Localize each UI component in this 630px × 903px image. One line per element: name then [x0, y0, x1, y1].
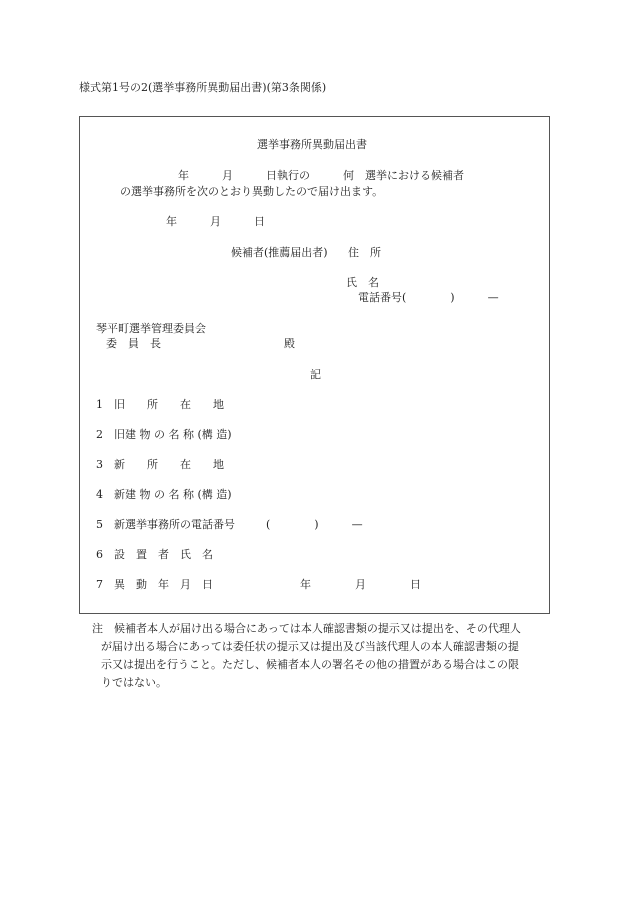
note-line-3: 示又は提出を行うこと。ただし、候補者本人の署名その他の措置がある場合はこの限 — [101, 658, 519, 671]
note-line-1: 候補者本人が届け出る場合にあっては本人確認書類の提示又は提出を、その代理人 — [114, 622, 521, 635]
address-label: 住 所 — [348, 246, 381, 259]
note-label: 注 — [92, 622, 103, 635]
item-number: 7 — [96, 578, 103, 591]
item-number: 6 — [96, 548, 103, 561]
item-label: 設 置 者 氏 名 — [114, 548, 213, 561]
item-number: 3 — [96, 458, 103, 471]
item-value-phone: ( ) — — [266, 518, 363, 531]
item-label: 新建 物 の 名 称 (構 造) — [114, 488, 232, 501]
submission-date: 年 月 日 — [166, 215, 265, 228]
item-number: 2 — [96, 428, 103, 441]
item-label: 旧 所 在 地 — [114, 398, 224, 411]
note-line-4: りではない。 — [101, 676, 167, 689]
page-header: 様式第1号の2(選挙事務所異動届出書)(第3条関係) — [79, 81, 327, 94]
honorific: 殿 — [284, 337, 295, 350]
applicant-role: 候補者(推薦届出者) — [231, 246, 328, 259]
item-label: 新選挙事務所の電話番号 — [114, 518, 235, 531]
recipient-org: 琴平町選挙管理委員会 — [96, 322, 206, 335]
intro-line-2: の選挙事務所を次のとおり異動したので届け出ます。 — [120, 185, 384, 198]
form-title: 選挙事務所異動届出書 — [257, 138, 367, 151]
recipient-title: 委 員 長 — [106, 337, 161, 350]
item-number: 4 — [96, 488, 103, 501]
item-label: 新 所 在 地 — [114, 458, 224, 471]
phone-label: 電話番号( ) — — [358, 291, 499, 304]
name-label: 氏 名 — [346, 276, 379, 289]
ki-marker: 記 — [310, 368, 321, 381]
note-line-2: が届け出る場合にあっては委任状の提示又は提出及び当該代理人の本人確認書類の提 — [101, 640, 519, 653]
item-number: 5 — [96, 518, 103, 531]
item-label: 旧建 物 の 名 称 (構 造) — [114, 428, 232, 441]
item-number: 1 — [96, 398, 103, 411]
item-value-date: 年 月 日 — [300, 578, 421, 591]
intro-line-1: 年 月 日執行の 何 選挙における候補者 — [178, 169, 464, 182]
item-label: 異 動 年 月 日 — [114, 578, 213, 591]
